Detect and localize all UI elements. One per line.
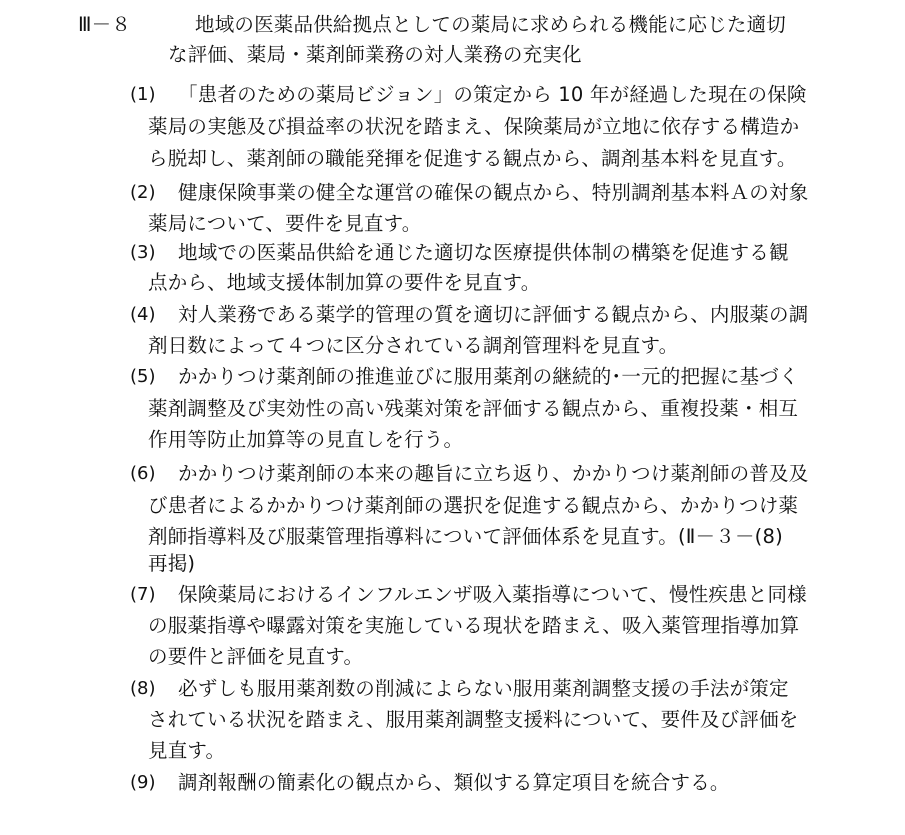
item-2-line-2: 薬局について、要件を見直す。 [148,212,422,235]
item-1-line-1: 「患者のための薬局ビジョン」の策定から 10 年が経過した現在の保険 [178,83,807,106]
item-9-marker: (9) [130,772,156,793]
item-1-line-2: 薬局の実態及び損益率の状況を踏まえ、保険薬局が立地に依存する構造か [148,115,800,138]
item-3-marker: (3) [130,242,156,263]
item-3-line-2: 点から、地域支援体制加算の要件を見直す。 [148,271,541,294]
section-title-line-1: 地域の医薬品供給拠点としての薬局に求められる機能に応じた適切 [195,13,787,36]
item-1-marker: (1) [130,84,156,105]
item-4-marker: (4) [130,304,156,325]
item-6-line-4: 再掲) [148,552,196,575]
item-4-line-2: 剤日数によって４つに区分されている調剤管理料を見直す。 [148,334,679,357]
section-title-line-2: な評価、薬局・薬剤師業務の対人業務の充実化 [168,43,582,66]
item-2-line-1: 健康保険事業の健全な運営の確保の観点から、特別調剤基本料Ａの対象 [178,181,809,204]
item-8-marker: (8) [130,678,156,699]
item-8-line-2: されている状況を踏まえ、服用薬剤調整支援料について、要件及び評価を [148,708,799,731]
item-8-line-3: 見直す。 [148,739,226,762]
item-9-line-1: 調剤報酬の簡素化の観点から、類似する算定項目を統合する。 [178,771,730,794]
section-number: Ⅲ－８ [78,13,132,36]
item-5-line-1: かかりつけ薬剤師の推進並びに服用薬剤の継続的･一元的把握に基づく [178,365,799,388]
item-7-line-3: の要件と評価を見直す。 [148,645,364,668]
item-1-line-3: ら脱却し、薬剤師の職能発揮を促進する観点から、調剤基本料を見直す。 [148,147,797,170]
item-5-line-3: 作用等防止加算等の見直しを行う。 [148,428,464,451]
item-2-marker: (2) [130,182,156,203]
item-6-line-2: び患者によるかかりつけ薬剤師の選択を促進する観点から、かかりつけ薬 [148,494,799,517]
item-5-line-2: 薬剤調整及び実効性の高い残薬対策を評価する観点から、重複投薬・相互 [148,397,799,420]
item-8-line-1: 必ずしも服用薬剤数の削減によらない服用薬剤調整支援の手法が策定 [178,677,789,700]
item-6-line-1: かかりつけ薬剤師の本来の趣旨に立ち返り、かかりつけ薬剤師の普及及 [178,462,809,485]
item-7-line-1: 保険薬局におけるインフルエンザ吸入薬指導について、慢性疾患と同様 [178,583,807,606]
item-4-line-1: 対人業務である薬学的管理の質を適切に評価する観点から、内服薬の調 [178,303,809,326]
item-7-line-2: の服薬指導や曝露対策を実施している現状を踏まえ、吸入薬管理指導加算 [148,614,800,637]
item-6-line-3: 剤師指導料及び服薬管理指導料について評価体系を見直す。(Ⅱ－３－(8) [148,525,783,548]
item-3-line-1: 地域での医薬品供給を通じた適切な医療提供体制の構築を促進する観 [178,241,789,264]
item-7-marker: (7) [130,584,156,605]
item-6-marker: (6) [130,463,156,484]
item-5-marker: (5) [130,366,156,387]
